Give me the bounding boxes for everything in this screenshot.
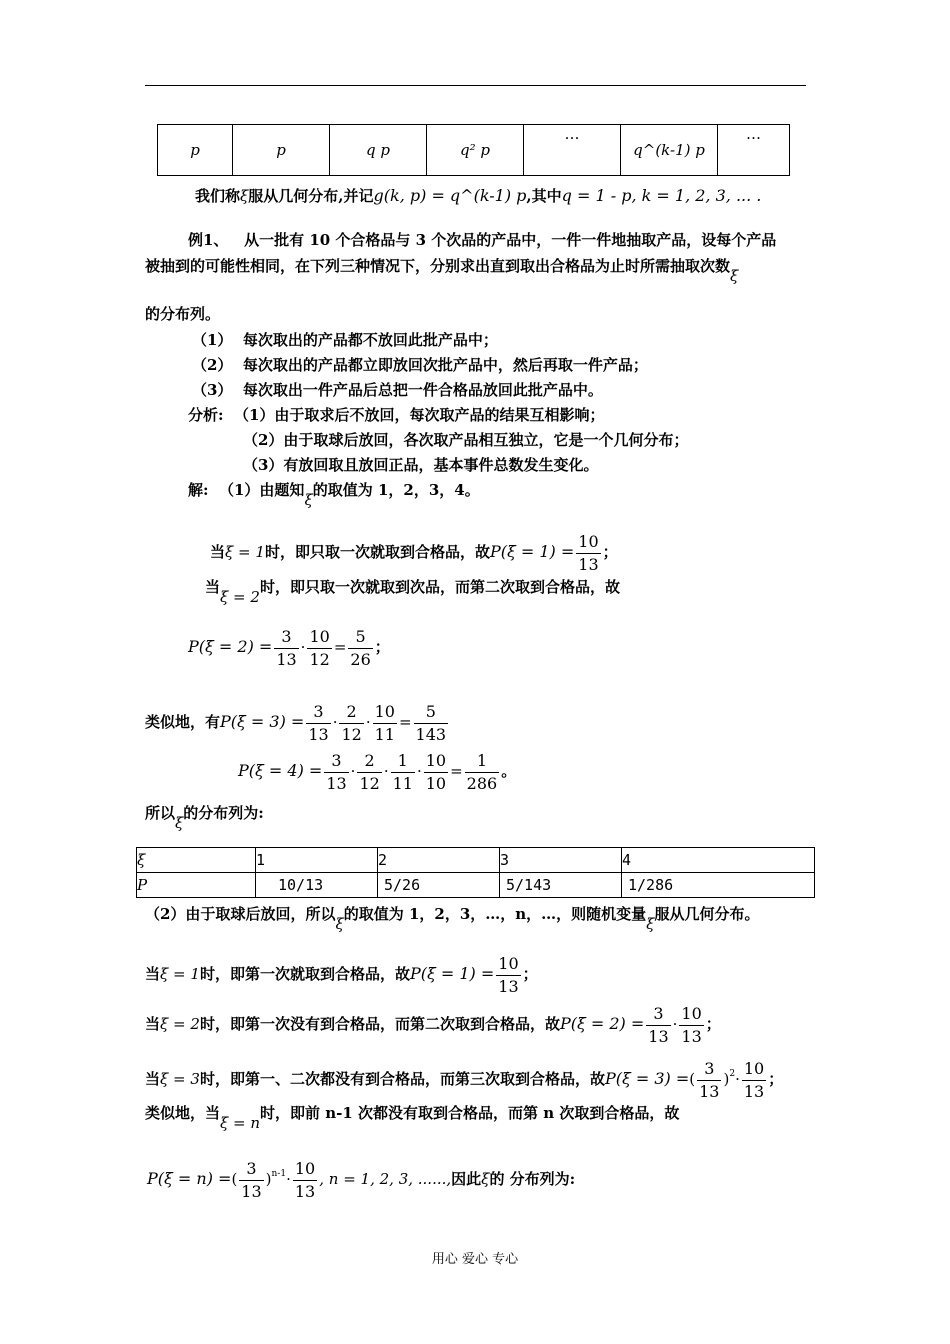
table-cell: 5/143 — [500, 873, 622, 898]
denominator: 26 — [350, 649, 371, 669]
intro-text: 我们称 — [195, 187, 241, 205]
table-cell: 1 — [256, 848, 378, 873]
text: ； — [522, 965, 538, 983]
general-line: P(ξ = n) =( $\frac{3}{13}$ )$^{n-1}$· $\frac{10}{13}$ , n = 1, 2, 3, ......,因此ξ的 分布列为: — [147, 1158, 576, 1201]
math: ξ = 1 — [225, 543, 265, 561]
p4-line: P(ξ = 4) = $\frac{3}{13}$ · $\frac{2}{12}$ · $\frac{1}{11}$ · $\frac{10}{10}$ = $\frac{1}{286}$ 。 — [238, 750, 517, 793]
denominator: 11 — [374, 724, 395, 744]
math: ξ = 2 — [160, 1015, 200, 1033]
math: ξ = 1 — [160, 965, 200, 983]
fraction — [576, 531, 600, 576]
denominator: 12 — [341, 724, 362, 744]
analysis-text: （1）由于取求后不放回，每次取产品的结果互相影响； — [234, 406, 605, 424]
numerator: 10 — [307, 626, 331, 649]
example-text: 被抽到的可能性相同，在下列三种情况下，分别求出直到取出合格品为止时所需抽取次数 — [145, 257, 731, 275]
analysis-line-3 — [243, 455, 598, 475]
numerator: 10 — [424, 750, 448, 773]
numerator: 3 — [239, 1158, 263, 1181]
intro-text: ,其中 — [526, 187, 562, 205]
p2c1-line — [145, 952, 538, 998]
denominator: 12 — [309, 649, 330, 669]
numerator: 10 — [373, 701, 397, 724]
math: P(ξ = 4) = — [238, 761, 323, 780]
xi-symbol: ξ — [240, 187, 249, 205]
text: 当 — [205, 578, 221, 596]
numerator: 5 — [414, 701, 449, 724]
numerator: 10 — [742, 1058, 766, 1081]
numerator: 1 — [465, 750, 500, 773]
math: P(ξ = 3) = — [604, 1069, 690, 1088]
xi-symbol: ξ — [646, 915, 655, 933]
solution-line — [188, 480, 480, 509]
denominator: 12 — [359, 773, 380, 793]
denominator: 13 — [699, 1081, 720, 1101]
exponent: 2 — [729, 1069, 736, 1079]
table-cell: 5/26 — [378, 873, 500, 898]
condition-formula: q = 1 - p, k = 1, 2, 3, ... . — [561, 186, 762, 205]
text: 当 — [145, 1070, 161, 1088]
denominator: 13 — [743, 1081, 765, 1101]
numerator: 10 — [679, 1003, 703, 1026]
math: ξ = 2 — [220, 588, 260, 606]
denominator: 13 — [648, 1026, 669, 1046]
geometric-table — [157, 124, 790, 176]
table-cell: … — [524, 125, 621, 176]
numerator: 10 — [496, 953, 520, 976]
table-cell: q p — [330, 125, 427, 176]
xi-symbol: ξ — [730, 267, 739, 285]
text: 时，即第一、二次都没有到合格品，而第三次取到合格品，故 — [199, 1070, 605, 1088]
fraction — [496, 953, 520, 998]
numerator: 3 — [697, 1058, 721, 1081]
text: 时，即只取一次就取到次品，而第二次取到合格品，故 — [259, 578, 620, 596]
text: ； — [602, 543, 618, 561]
case2-line — [205, 577, 620, 606]
analysis-label: 分析: — [188, 406, 224, 424]
fraction — [357, 750, 381, 795]
header-rule — [145, 85, 806, 86]
distribution-table — [136, 847, 815, 898]
text: （2）由于取球后放回，所以 — [145, 905, 336, 923]
example-text: 从一批有 10 个合格品与 3 个次品的产品中，一件一件地抽取产品，设每个产品 — [244, 231, 777, 249]
denominator: 13 — [308, 724, 329, 744]
text: 的分布列为: — [183, 804, 264, 822]
analysis-line-2 — [243, 430, 688, 450]
fraction — [391, 750, 415, 795]
table-row — [137, 873, 815, 898]
denominator: 13 — [578, 554, 599, 574]
text: ； — [374, 638, 390, 656]
analysis-line-1 — [188, 405, 604, 425]
numerator: 2 — [357, 750, 381, 773]
text: 。 — [501, 762, 517, 780]
numerator: 3 — [274, 626, 298, 649]
table-cell: P — [137, 873, 256, 898]
example-line-1 — [188, 230, 776, 250]
math: P(ξ = 1) = — [489, 542, 575, 561]
table-cell: q^(k-1) p — [621, 125, 718, 176]
xi-symbol: ξ — [335, 915, 344, 933]
table-cell: ξ — [137, 848, 256, 873]
numerator: 10 — [576, 531, 600, 554]
table-cell: p — [233, 125, 330, 176]
math: , n = 1, 2, 3, ......, — [319, 1170, 452, 1188]
text: ； — [768, 1070, 784, 1088]
math: ξ = 3 — [160, 1070, 200, 1088]
case-1 — [192, 330, 498, 350]
fraction — [339, 701, 363, 746]
xi-symbol: ξ — [304, 491, 313, 509]
table-row — [137, 848, 815, 873]
fraction — [679, 1003, 703, 1048]
fraction — [274, 626, 298, 671]
text: 类似地，当 — [145, 1104, 221, 1122]
text: 当 — [210, 543, 226, 561]
denominator: 13 — [326, 773, 347, 793]
p2c2-line: 当ξ = 2时，即第一次没有到合格品，而第二次取到合格品，故P(ξ = 2) = $\frac{3}{13}$ · $\frac{10}{13}$ ； — [145, 1003, 721, 1046]
math: P(ξ = 2) = — [559, 1014, 645, 1033]
p3-line: 类似地，有P(ξ = 3) = $\frac{3}{13}$ · $\frac{2}{12}$ · $\frac{10}{11}$ = $\frac{5}{143}$ — [145, 701, 447, 744]
numerator: 10 — [293, 1158, 317, 1181]
solution-text: （1）由题知 — [219, 481, 305, 499]
denominator: 286 — [466, 773, 498, 793]
fraction — [306, 701, 330, 746]
table-cell: … — [718, 125, 790, 176]
fraction — [742, 1058, 766, 1103]
fraction — [414, 701, 449, 746]
geometric-formula: g(k, p) = q^(k-1) p — [373, 186, 527, 205]
text: 所以 — [145, 804, 176, 822]
p2c3-line: 当ξ = 3时，即第一、二次都没有到合格品，而第三次取到合格品，故P(ξ = 3) =( $\frac{3}{13}$ )$^2$· $\frac{10}{13}$ ； — [145, 1058, 784, 1101]
denominator: 143 — [415, 724, 447, 744]
fraction — [465, 750, 500, 795]
analysis-text: （3）有放回取且放回正品，基本事件总数发生变化。 — [243, 456, 599, 474]
denominator: 11 — [392, 773, 413, 793]
part2-intro — [145, 904, 760, 933]
example-line-3 — [145, 304, 220, 324]
denominator: 10 — [425, 773, 447, 793]
intro-text: 服从几何分布,并记 — [248, 187, 374, 205]
fraction — [293, 1158, 317, 1203]
numerator: 1 — [391, 750, 415, 773]
numerator: 3 — [324, 750, 348, 773]
text: 当 — [145, 1015, 161, 1033]
case-text: 每次取出一件产品后总把一件合格品放回此批产品中。 — [242, 381, 603, 399]
text: 因此 — [451, 1170, 482, 1188]
case-num: （1） — [192, 331, 233, 349]
xi-symbol: ξ — [175, 814, 184, 832]
fraction — [373, 701, 397, 746]
p2-line: P(ξ = 2) = $\frac{3}{13}$ · $\frac{10}{12}$ = $\frac{5}{26}$ ； — [188, 626, 390, 669]
fraction — [348, 626, 372, 671]
example-label: 例1、 — [188, 231, 229, 249]
fraction — [646, 1003, 670, 1048]
case-num: （2） — [192, 356, 233, 374]
text: 的 分布列为: — [489, 1170, 576, 1188]
solution-label: 解: — [188, 481, 209, 499]
denominator: 13 — [276, 649, 297, 669]
table-cell: 3 — [500, 848, 622, 873]
text: 时，即第一次就取到合格品，故 — [199, 965, 410, 983]
page-footer: 用心 爱心 专心 — [431, 1252, 519, 1267]
denominator: 13 — [294, 1181, 316, 1201]
fraction — [307, 626, 331, 671]
fraction — [239, 1158, 263, 1203]
math: P(ξ = 1) = — [409, 964, 495, 983]
case-3 — [192, 380, 603, 400]
solution-text: 的取值为 1，2，3，4。 — [312, 481, 480, 499]
example-text: 的分布列。 — [145, 305, 221, 323]
text: 的取值为 1，2，3，…，n，…，则随机变量 — [343, 905, 647, 923]
fraction — [324, 750, 348, 795]
table-cell: p — [158, 125, 233, 176]
text: 服从几何分布。 — [654, 905, 760, 923]
math: ξ = n — [220, 1114, 261, 1132]
case-num: （3） — [192, 381, 233, 399]
math: P(ξ = 3) = — [220, 712, 305, 731]
table-cell: 1/286 — [622, 873, 815, 898]
dist-intro — [145, 803, 264, 832]
table-cell: 4 — [622, 848, 815, 873]
case-text: 每次取出的产品都不放回此批产品中； — [242, 331, 498, 349]
text: 时，即第一次没有到合格品，而第二次取到合格品，故 — [199, 1015, 560, 1033]
math: P(ξ = n) = — [147, 1169, 232, 1188]
case-2 — [192, 355, 648, 375]
intro-line — [195, 186, 761, 206]
text: 当 — [145, 965, 161, 983]
numerator: 3 — [306, 701, 330, 724]
denominator: 13 — [241, 1181, 262, 1201]
table-cell: 2 — [378, 848, 500, 873]
xi-symbol: ξ — [481, 1170, 490, 1188]
text: 类似地，有 — [145, 713, 221, 731]
table-row — [158, 125, 790, 176]
case-text: 每次取出的产品都立即放回次批产品中，然后再取一件产品； — [242, 356, 648, 374]
exponent: n-1 — [271, 1169, 287, 1179]
case1-line — [210, 530, 618, 576]
numerator: 5 — [348, 626, 372, 649]
text: 时，即前 n-1 次都没有取到合格品，而第 n 次取到合格品，故 — [260, 1104, 680, 1122]
fraction — [424, 750, 448, 795]
analysis-text: （2）由于取球后放回，各次取产品相互独立，它是一个几何分布； — [243, 431, 689, 449]
text: ； — [705, 1015, 721, 1033]
denominator: 13 — [681, 1026, 702, 1046]
numerator: 3 — [646, 1003, 670, 1026]
numerator: 2 — [339, 701, 363, 724]
denominator: 13 — [498, 976, 519, 996]
example-line-2 — [145, 256, 739, 285]
text: 时，即只取一次就取到合格品，故 — [264, 543, 490, 561]
p2cn-line — [145, 1103, 680, 1132]
table-cell: q² p — [427, 125, 524, 176]
fraction — [697, 1058, 721, 1103]
math: P(ξ = 2) = — [188, 637, 273, 656]
table-cell: 10/13 — [256, 873, 378, 898]
